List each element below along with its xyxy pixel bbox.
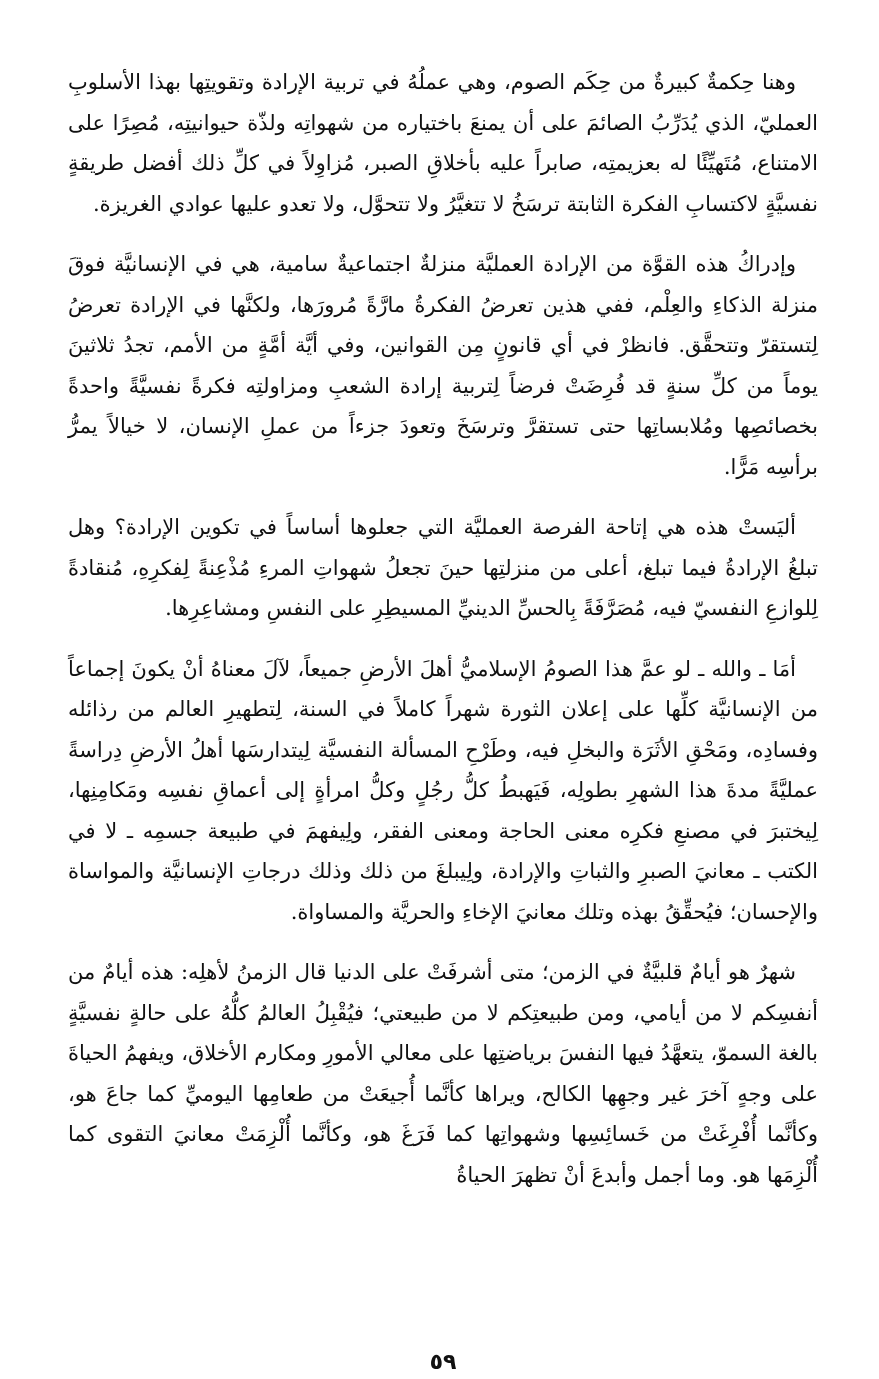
paragraph-3: أليَستْ هذه هي إتاحة الفرصة العمليَّة التي جعلوها أساساً في تكوين الإرادة؟ وهل تبلغُ الإرادةُ فيما تبلغ، أعلى من منزلتِها حينَ تجعلُ شهواتِ المرءِ مُذْعِنةً لِفكرِهِ، مُنقادةً لِلوازعِ النفسيّ فيه، مُصَرَّفَةً بِالحسِّ الدينيِّ المسيطِرِ على النفسِ ومشاعِرِها. (68, 515, 818, 620)
paragraph-4: أمَا ـ والله ـ لو عمَّ هذا الصومُ الإسلاميُّ أهلَ الأرضِ جميعاً، لآلَ معناهُ أنْ يكونَ إجماعاً من الإنسانيَّة كلِّها على إعلان الثورة شهراً كاملاً في السنة، لِتطهيرِ العالم من رذائله وفسادِه، ومَحْقِ الأثَرَة والبخلِ فيه، وطَرْحِ المسألة النفسيَّة لِيتدارسَها أهلُ الأرضِ دِراسةً عمليَّةً مدةَ هذا الشهرِ بطولِه، فَيَهبطُ كلُّ رجُلٍ وكلُّ امرأةٍ إلى أعماقِ نفسِه ومَكامِنِها، لِيختبرَ في مصنعِ فكرِه معنى الحاجة ومعنى الفقر، ولِيفهمَ في طبيعة جسمِه ـ لا في الكتب ـ معانيَ الصبرِ والثباتِ والإرادة، ولِيبلغَ من ذلك وذلك درجاتِ الإنسانيَّة والمواساة والإحسان؛ فيُحقِّقُ بهذه وتلك معانيَ الإخاءِ والحريَّة والمساواة. (68, 656, 818, 924)
paragraph-2: وإدراكُ هذه القوَّة من الإرادة العمليَّة منزلةٌ اجتماعيةٌ سامية، هي في الإنسانيَّة فوقَ منزلة الذكاءِ والعِلْم، ففي هذين تعرضُ الفكرةُ مارَّةً مُرورَها، ولكنَّها في الإرادة تعرضُ لِتستقرّ وتتحقَّق. فانظرْ في أي قانونٍ مِن القوانين، وفي أيَّة أمَّةٍ من الأمم، تجدُ ثلاثينَ يوماً من كلِّ سنةٍ قد فُرِضَتْ فرضاً لِتربية إرادة الشعبِ ومزاولتِه فكرةً نفسيَّةً واحدةً بخصائصِها ومُلابساتِها حتى تستقرَّ وترسَخَ وتعودَ جزءاً من عملِ الإنسان، لا خيالاً يمرُّ برأسِه مَرًّا. (68, 252, 818, 479)
book-page (68, 62, 818, 1375)
paragraph-1: وهنا حِكمةٌ كبيرةٌ من حِكَم الصوم، وهي عملُهُ في تربية الإرادة وتقويتِها بهذا الأسلوبِ العمليّ، الذي يُدَرِّبُ الصائمَ على أن يمنعَ باختياره من شهواتِه ولذّة حيوانيتِه، مُصِرًا على الامتناع، مُتَهيِّئًا له بعزيمتِه، صابراً عليه بأخلاقِ الصبر، مُزاوِلاً في كلِّ ذلك أفضل طريقةٍ نفسيَّةٍ لاكتسابِ الفكرة الثابتة ترسَخُ لا تتغيَّرُ ولا تتحوَّل، ولا تعدو عليها عوادي الغريزة. (68, 70, 818, 216)
page-number: ٥٩ (429, 1350, 457, 1375)
paragraph-5: شهرٌ هو أيامٌ قلبيَّةٌ في الزمن؛ متى أشرفَتْ على الدنيا قال الزمنُ لأهلِه: هذه أيامٌ من أنفسِكم لا من أيامي، ومن طبيعتِكم لا من طبيعتي؛ فيُقْبِلُ العالمُ كلُّهُ على حالةٍ نفسيَّةٍ بالغة السموّ، يتعهَّدُ فيها النفسَ برياضتِها على معالي الأمورِ ومكارم الأخلاق، ويفهمُ الحياةَ على وجهٍ آخرَ غير وجهِها الكالح، ويراها كأنَّما أُجيعَتْ من طعامِها اليوميِّ كما جاعَ هو، وكأنَّما أُفْرِغَتْ من خَسائِسِها وشهواتِها كما فَرَغَ هو، وكأنَّما أُلْزِمَتْ معانيَ التقوى كما أُلْزِمَها هو. وما أجمل وأبدعَ أنْ تظهرَ الحياةُ (68, 960, 818, 1187)
